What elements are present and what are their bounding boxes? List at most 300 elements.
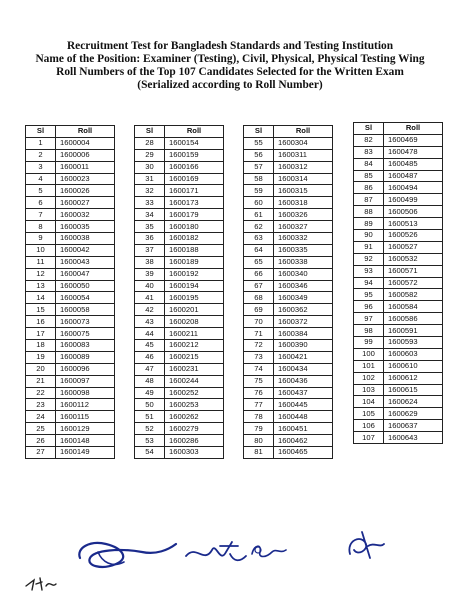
- serial-cell: 19: [26, 351, 56, 363]
- table-row: [354, 301, 443, 313]
- table-row: [135, 411, 224, 423]
- table-row: [354, 134, 443, 146]
- roll-cell: 1600231: [165, 363, 224, 375]
- serial-cell: 11: [26, 256, 56, 268]
- table-row: [244, 328, 333, 340]
- table-row: [244, 411, 333, 423]
- roll-cell: 1600149: [56, 447, 115, 459]
- serial-cell: 75: [244, 375, 274, 387]
- table-row: [26, 435, 115, 447]
- roll-cell: 1600171: [165, 185, 224, 197]
- table-row: [354, 265, 443, 277]
- roll-cell: 1600591: [384, 325, 443, 337]
- signature-2: [180, 534, 250, 572]
- roll-cell: 1600462: [274, 435, 333, 447]
- table-row: [135, 268, 224, 280]
- roll-cell: 1600532: [384, 253, 443, 265]
- table-row: [135, 435, 224, 447]
- signature-3: [246, 536, 292, 566]
- table-row: [26, 280, 115, 292]
- table-row: [135, 328, 224, 340]
- roll-cell: 1600421: [274, 351, 333, 363]
- serial-cell: 53: [135, 435, 165, 447]
- roll-cell: 1600244: [165, 375, 224, 387]
- serial-cell: 105: [354, 408, 384, 420]
- serial-cell: 96: [354, 301, 384, 313]
- column-header-roll: Roll: [56, 126, 115, 138]
- table-row: [244, 387, 333, 399]
- table-row: [354, 218, 443, 230]
- serial-cell: 101: [354, 360, 384, 372]
- table-row: [354, 432, 443, 444]
- serial-cell: 42: [135, 304, 165, 316]
- serial-cell: 44: [135, 328, 165, 340]
- serial-cell: 27: [26, 447, 56, 459]
- serial-cell: 89: [354, 218, 384, 230]
- table-row: [26, 209, 115, 221]
- table-row: [354, 384, 443, 396]
- table-row: [244, 340, 333, 352]
- serial-cell: 52: [135, 423, 165, 435]
- serial-cell: 4: [26, 173, 56, 185]
- table-row: [354, 372, 443, 384]
- roll-cell: 1600527: [384, 241, 443, 253]
- table-row: [244, 256, 333, 268]
- serial-cell: 104: [354, 396, 384, 408]
- roll-cell: 1600304: [274, 137, 333, 149]
- roll-cell: 1600075: [56, 328, 115, 340]
- serial-cell: 93: [354, 265, 384, 277]
- serial-cell: 86: [354, 182, 384, 194]
- roll-cell: 1600097: [56, 375, 115, 387]
- table-row: [244, 161, 333, 173]
- table-row: [135, 447, 224, 459]
- table-row: [26, 328, 115, 340]
- serial-cell: 74: [244, 363, 274, 375]
- roll-cell: 1600615: [384, 384, 443, 396]
- serial-cell: 34: [135, 209, 165, 221]
- table-row: [135, 423, 224, 435]
- serial-cell: 76: [244, 387, 274, 399]
- table-row: [354, 348, 443, 360]
- table-row: [244, 173, 333, 185]
- roll-cell: 1600487: [384, 170, 443, 182]
- roll-cell: 1600624: [384, 396, 443, 408]
- table-row: [135, 161, 224, 173]
- table-row: [135, 209, 224, 221]
- serial-cell: 26: [26, 435, 56, 447]
- serial-cell: 98: [354, 325, 384, 337]
- header-line-4: (Serialized according to Roll Number): [137, 79, 323, 91]
- roll-cell: 1600312: [274, 161, 333, 173]
- roll-cell: 1600338: [274, 256, 333, 268]
- signature-1: [72, 528, 182, 576]
- roll-cell: 1600318: [274, 197, 333, 209]
- table-row: [26, 137, 115, 149]
- header-line-3: Roll Numbers of the Top 107 Candidates Selected for the Written Exam: [56, 66, 404, 78]
- table-row: [354, 253, 443, 265]
- table-row: [354, 420, 443, 432]
- table-row: [26, 221, 115, 233]
- roll-cell: 1600050: [56, 280, 115, 292]
- serial-cell: 28: [135, 137, 165, 149]
- serial-cell: 72: [244, 340, 274, 352]
- table-row: [135, 185, 224, 197]
- table-row: [26, 447, 115, 459]
- serial-cell: 66: [244, 268, 274, 280]
- roll-cell: 1600154: [165, 137, 224, 149]
- roll-cell: 1600303: [165, 447, 224, 459]
- serial-cell: 24: [26, 411, 56, 423]
- table-row: [354, 337, 443, 349]
- roll-cell: 1600148: [56, 435, 115, 447]
- serial-cell: 99: [354, 337, 384, 349]
- serial-cell: 91: [354, 241, 384, 253]
- serial-cell: 107: [354, 432, 384, 444]
- serial-cell: 45: [135, 340, 165, 352]
- roll-cell: 1600572: [384, 277, 443, 289]
- table-row: [244, 244, 333, 256]
- serial-cell: 5: [26, 185, 56, 197]
- serial-cell: 80: [244, 435, 274, 447]
- table-row: [244, 423, 333, 435]
- roll-cell: 1600327: [274, 221, 333, 233]
- table-row: [244, 351, 333, 363]
- serial-cell: 92: [354, 253, 384, 265]
- serial-cell: 82: [354, 134, 384, 146]
- roll-cell: 1600279: [165, 423, 224, 435]
- table-row: [26, 292, 115, 304]
- serial-cell: 62: [244, 221, 274, 233]
- serial-cell: 15: [26, 304, 56, 316]
- roll-cell: 1600526: [384, 230, 443, 242]
- table-row: [244, 209, 333, 221]
- roll-table-1: [25, 125, 115, 459]
- serial-cell: 102: [354, 372, 384, 384]
- serial-cell: 57: [244, 161, 274, 173]
- roll-cell: 1600390: [274, 340, 333, 352]
- serial-cell: 22: [26, 387, 56, 399]
- roll-cell: 1600384: [274, 328, 333, 340]
- serial-cell: 106: [354, 420, 384, 432]
- serial-cell: 73: [244, 351, 274, 363]
- roll-cell: 1600437: [274, 387, 333, 399]
- serial-cell: 33: [135, 197, 165, 209]
- roll-cell: 1600004: [56, 137, 115, 149]
- roll-cell: 1600215: [165, 351, 224, 363]
- table-row: [26, 197, 115, 209]
- roll-cell: 1600047: [56, 268, 115, 280]
- roll-cell: 1600372: [274, 316, 333, 328]
- table-row: [135, 197, 224, 209]
- table-row: [244, 221, 333, 233]
- table-row: [26, 233, 115, 245]
- serial-cell: 14: [26, 292, 56, 304]
- serial-cell: 79: [244, 423, 274, 435]
- table-row: [26, 423, 115, 435]
- table-row: [135, 304, 224, 316]
- roll-cell: 1600027: [56, 197, 115, 209]
- roll-cell: 1600436: [274, 375, 333, 387]
- roll-cell: 1600208: [165, 316, 224, 328]
- roll-cell: 1600194: [165, 280, 224, 292]
- roll-cell: 1600212: [165, 340, 224, 352]
- table-row: [244, 149, 333, 161]
- roll-cell: 1600593: [384, 337, 443, 349]
- roll-cell: 1600042: [56, 244, 115, 256]
- serial-cell: 25: [26, 423, 56, 435]
- serial-cell: 23: [26, 399, 56, 411]
- column-header-roll: Roll: [274, 126, 333, 138]
- roll-cell: 1600129: [56, 423, 115, 435]
- serial-cell: 51: [135, 411, 165, 423]
- roll-cell: 1600637: [384, 420, 443, 432]
- signature-5: [22, 574, 62, 594]
- roll-cell: 1600571: [384, 265, 443, 277]
- roll-cell: 1600192: [165, 268, 224, 280]
- table-row: [354, 289, 443, 301]
- serial-cell: 40: [135, 280, 165, 292]
- roll-table-4: [353, 122, 443, 444]
- column-header-roll: Roll: [165, 126, 224, 138]
- roll-cell: 1600315: [274, 185, 333, 197]
- serial-cell: 32: [135, 185, 165, 197]
- table-row: [244, 304, 333, 316]
- table-row: [244, 233, 333, 245]
- table-row: [244, 197, 333, 209]
- roll-cell: 1600314: [274, 173, 333, 185]
- table-row: [26, 244, 115, 256]
- table-row: [26, 351, 115, 363]
- table-row: [354, 182, 443, 194]
- table-row: [354, 325, 443, 337]
- serial-cell: 1: [26, 137, 56, 149]
- serial-cell: 37: [135, 244, 165, 256]
- roll-cell: 1600499: [384, 194, 443, 206]
- serial-cell: 77: [244, 399, 274, 411]
- roll-cell: 1600445: [274, 399, 333, 411]
- table-row: [135, 280, 224, 292]
- table-row: [244, 280, 333, 292]
- serial-cell: 54: [135, 447, 165, 459]
- serial-cell: 38: [135, 256, 165, 268]
- roll-cell: 1600253: [165, 399, 224, 411]
- table-row: [244, 375, 333, 387]
- roll-cell: 1600332: [274, 233, 333, 245]
- roll-cell: 1600026: [56, 185, 115, 197]
- serial-cell: 21: [26, 375, 56, 387]
- roll-cell: 1600465: [274, 447, 333, 459]
- serial-cell: 84: [354, 158, 384, 170]
- table-row: [135, 387, 224, 399]
- table-row: [354, 230, 443, 242]
- serial-cell: 100: [354, 348, 384, 360]
- table-row: [135, 233, 224, 245]
- serial-cell: 39: [135, 268, 165, 280]
- serial-cell: 12: [26, 268, 56, 280]
- serial-cell: 16: [26, 316, 56, 328]
- table-row: [135, 375, 224, 387]
- table-row: [135, 149, 224, 161]
- serial-cell: 65: [244, 256, 274, 268]
- roll-cell: 1600180: [165, 221, 224, 233]
- serial-cell: 13: [26, 280, 56, 292]
- table-row: [135, 399, 224, 411]
- table-row: [135, 292, 224, 304]
- table-row: [26, 185, 115, 197]
- roll-cell: 1600586: [384, 313, 443, 325]
- roll-cell: 1600335: [274, 244, 333, 256]
- roll-cell: 1600179: [165, 209, 224, 221]
- roll-cell: 1600073: [56, 316, 115, 328]
- roll-cell: 1600494: [384, 182, 443, 194]
- serial-cell: 10: [26, 244, 56, 256]
- table-row: [354, 158, 443, 170]
- table-row: [26, 399, 115, 411]
- serial-cell: 29: [135, 149, 165, 161]
- roll-cell: 1600326: [274, 209, 333, 221]
- roll-cell: 1600610: [384, 360, 443, 372]
- serial-cell: 103: [354, 384, 384, 396]
- serial-cell: 63: [244, 233, 274, 245]
- serial-cell: 70: [244, 316, 274, 328]
- column-header-sl: Sl: [354, 123, 384, 135]
- table-row: [244, 292, 333, 304]
- table-row: [26, 161, 115, 173]
- roll-cell: 1600011: [56, 161, 115, 173]
- column-header-sl: Sl: [244, 126, 274, 138]
- roll-cell: 1600182: [165, 233, 224, 245]
- roll-cell: 1600096: [56, 363, 115, 375]
- serial-cell: 90: [354, 230, 384, 242]
- serial-cell: 36: [135, 233, 165, 245]
- serial-cell: 61: [244, 209, 274, 221]
- roll-table-2: [134, 125, 224, 459]
- table-row: [354, 408, 443, 420]
- table-row: [26, 256, 115, 268]
- roll-cell: 1600434: [274, 363, 333, 375]
- serial-cell: 55: [244, 137, 274, 149]
- roll-cell: 1600485: [384, 158, 443, 170]
- serial-cell: 31: [135, 173, 165, 185]
- table-row: [135, 137, 224, 149]
- roll-table-3: [243, 125, 333, 459]
- signature-4: [340, 526, 390, 566]
- table-row: [26, 149, 115, 161]
- column-header-sl: Sl: [135, 126, 165, 138]
- table-row: [135, 316, 224, 328]
- serial-cell: 68: [244, 292, 274, 304]
- serial-cell: 49: [135, 387, 165, 399]
- serial-cell: 94: [354, 277, 384, 289]
- roll-cell: 1600169: [165, 173, 224, 185]
- table-row: [244, 316, 333, 328]
- table-row: [354, 146, 443, 158]
- table-row: [135, 340, 224, 352]
- table-row: [26, 411, 115, 423]
- serial-cell: 95: [354, 289, 384, 301]
- header-line-1: Recruitment Test for Bangladesh Standards and Testing Institution: [66, 40, 394, 52]
- roll-cell: 1600054: [56, 292, 115, 304]
- roll-cell: 1600115: [56, 411, 115, 423]
- serial-cell: 3: [26, 161, 56, 173]
- serial-cell: 6: [26, 197, 56, 209]
- serial-cell: 41: [135, 292, 165, 304]
- table-row: [354, 206, 443, 218]
- table-row: [244, 447, 333, 459]
- roll-cell: 1600451: [274, 423, 333, 435]
- roll-cell: 1600173: [165, 197, 224, 209]
- table-row: [26, 173, 115, 185]
- header-line-2: Name of the Position: Examiner (Testing), Civil, Physical, Physical Testing Wing: [35, 53, 425, 65]
- serial-cell: 30: [135, 161, 165, 173]
- roll-cell: 1600362: [274, 304, 333, 316]
- table-row: [244, 268, 333, 280]
- table-row: [26, 316, 115, 328]
- serial-cell: 60: [244, 197, 274, 209]
- table-row: [135, 363, 224, 375]
- table-row: [354, 360, 443, 372]
- serial-cell: 97: [354, 313, 384, 325]
- roll-cell: 1600448: [274, 411, 333, 423]
- table-row: [244, 435, 333, 447]
- roll-cell: 1600189: [165, 256, 224, 268]
- roll-cell: 1600159: [165, 149, 224, 161]
- roll-cell: 1600038: [56, 233, 115, 245]
- column-header-roll: Roll: [384, 123, 443, 135]
- table-row: [244, 399, 333, 411]
- table-row: [354, 194, 443, 206]
- serial-cell: 18: [26, 340, 56, 352]
- serial-cell: 85: [354, 170, 384, 182]
- roll-cell: 1600346: [274, 280, 333, 292]
- serial-cell: 8: [26, 221, 56, 233]
- roll-cell: 1600195: [165, 292, 224, 304]
- serial-cell: 56: [244, 149, 274, 161]
- serial-cell: 47: [135, 363, 165, 375]
- table-row: [26, 340, 115, 352]
- roll-cell: 1600188: [165, 244, 224, 256]
- roll-cell: 1600612: [384, 372, 443, 384]
- table-row: [244, 185, 333, 197]
- roll-cell: 1600340: [274, 268, 333, 280]
- serial-cell: 67: [244, 280, 274, 292]
- serial-cell: 46: [135, 351, 165, 363]
- table-row: [135, 244, 224, 256]
- table-row: [354, 396, 443, 408]
- roll-cell: 1600506: [384, 206, 443, 218]
- roll-cell: 1600166: [165, 161, 224, 173]
- roll-cell: 1600032: [56, 209, 115, 221]
- table-row: [26, 304, 115, 316]
- serial-cell: 69: [244, 304, 274, 316]
- roll-cell: 1600478: [384, 146, 443, 158]
- roll-cell: 1600023: [56, 173, 115, 185]
- table-row: [26, 387, 115, 399]
- roll-cell: 1600262: [165, 411, 224, 423]
- serial-cell: 87: [354, 194, 384, 206]
- roll-cell: 1600089: [56, 351, 115, 363]
- roll-cell: 1600286: [165, 435, 224, 447]
- serial-cell: 88: [354, 206, 384, 218]
- table-row: [244, 363, 333, 375]
- roll-cell: 1600582: [384, 289, 443, 301]
- roll-cell: 1600043: [56, 256, 115, 268]
- serial-cell: 81: [244, 447, 274, 459]
- serial-cell: 58: [244, 173, 274, 185]
- table-row: [26, 375, 115, 387]
- table-row: [354, 313, 443, 325]
